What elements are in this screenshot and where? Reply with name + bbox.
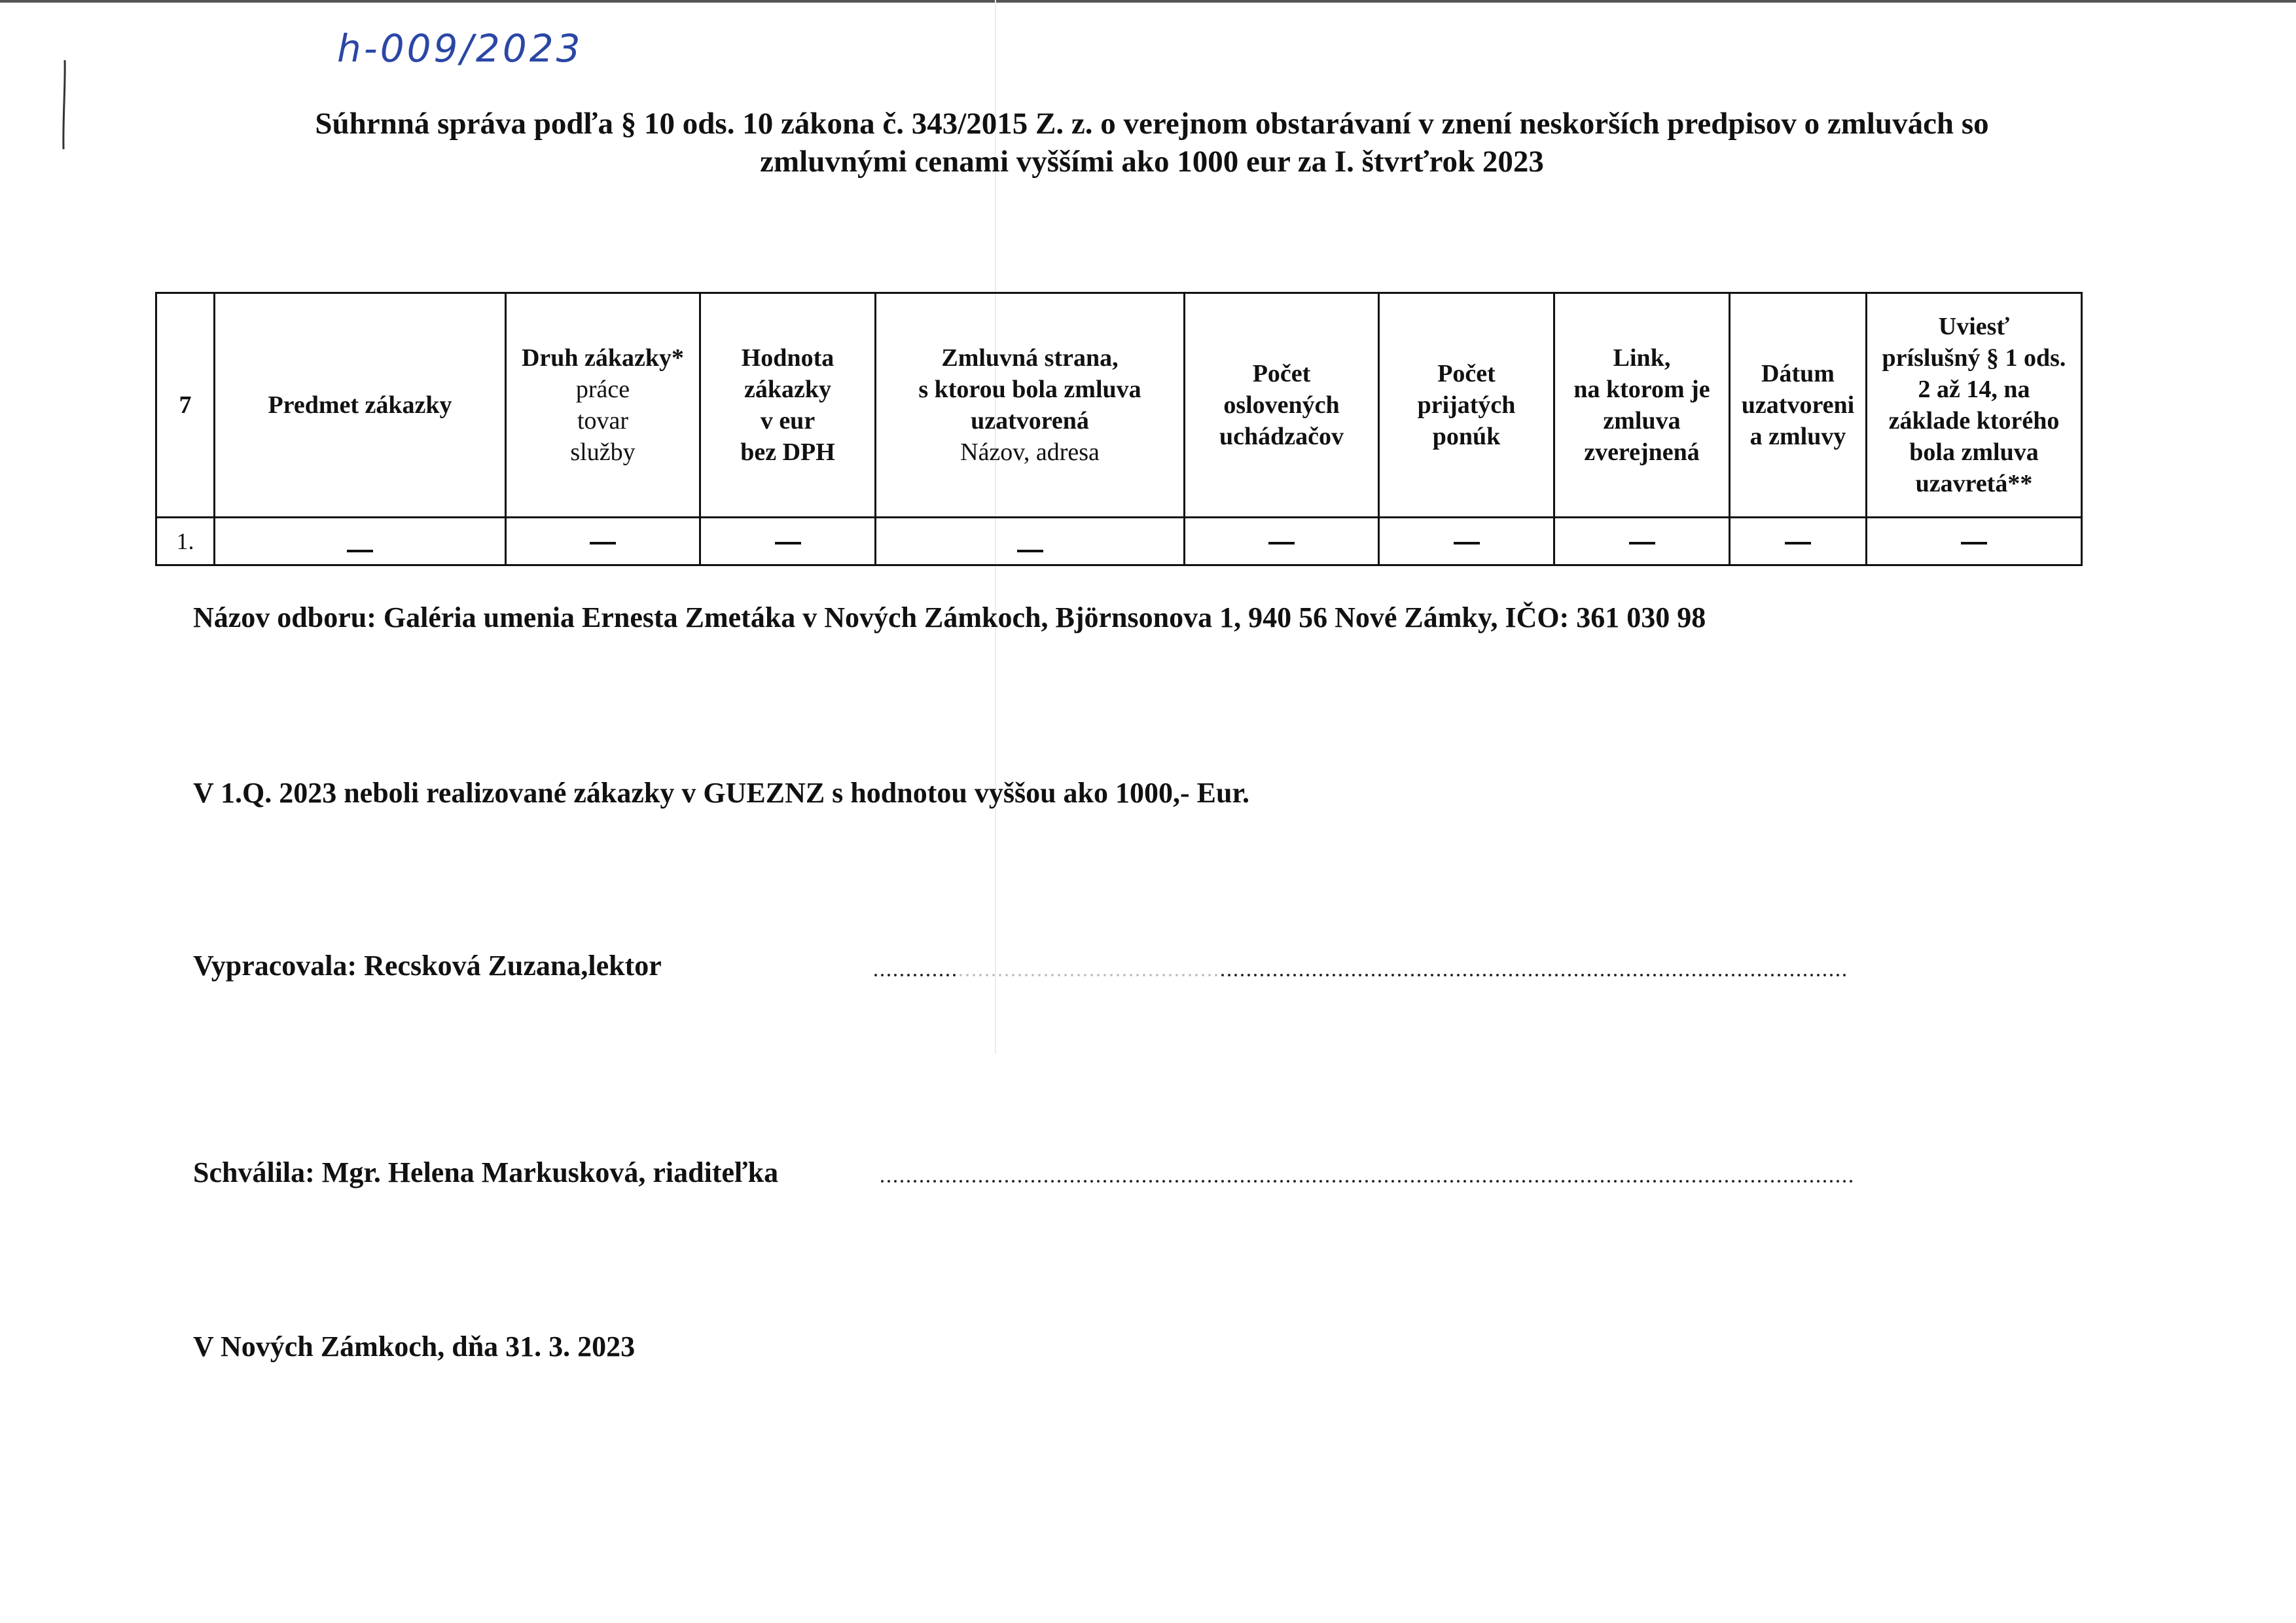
prepared-by: Vypracovala: Recsková Zuzana,lektor bbox=[193, 950, 662, 982]
handwritten-reference: h-009/2023 bbox=[337, 26, 583, 71]
dash-mark bbox=[1629, 542, 1655, 544]
cell-empty-dash bbox=[876, 518, 1185, 565]
cell-empty-dash bbox=[700, 518, 876, 565]
dash-mark bbox=[775, 542, 801, 544]
header-contractor: Zmluvná strana, s ktorou bola zmluva uzatvorená Názov, adresa bbox=[876, 293, 1185, 518]
cell-empty-dash bbox=[1867, 518, 2082, 565]
department-line: Názov odboru: Galéria umenia Ernesta Zmetáka v Nových Zámkoch, Björnsonova 1, 940 56 Nové Zámky, IČO: 361 030 98 bbox=[193, 601, 1706, 633]
dash-mark bbox=[1017, 550, 1043, 552]
approved-signature-line bbox=[879, 1179, 1854, 1183]
cell-empty-dash bbox=[1379, 518, 1554, 565]
header-number: 7 bbox=[156, 293, 215, 518]
title-line-2: zmluvnými cenami vyššími ako 1000 eur za I. štvrťrok 2023 bbox=[760, 145, 1544, 179]
place-date: V Nových Zámkoch, dňa 31. 3. 2023 bbox=[193, 1330, 636, 1363]
margin-pen-mark bbox=[62, 59, 67, 151]
header-legal-basis: Uviesť príslušný § 1 ods. 2 až 14, na základe ktorého bola zmluva uzavretá** bbox=[1867, 293, 2082, 518]
dash-mark bbox=[1454, 542, 1480, 544]
approved-by: Schválila: Mgr. Helena Markusková, riaditeľka bbox=[193, 1156, 779, 1188]
title-line-1: Súhrnná správa podľa § 10 ods. 10 zákona č. 343/2015 Z. z. o verejnom obstarávaní v znení neskorších predpisov o zmluvách so bbox=[315, 107, 1989, 141]
header-subject: Predmet zákazky bbox=[215, 293, 506, 518]
scan-edge bbox=[0, 0, 2296, 3]
header-contacted-count: Počet oslovených uchádzačov bbox=[1185, 293, 1379, 518]
header-date: Dátum uzatvoreni a zmluvy bbox=[1730, 293, 1867, 518]
dash-mark bbox=[1785, 542, 1811, 544]
cell-empty-dash bbox=[1730, 518, 1867, 565]
table-row bbox=[156, 518, 2082, 565]
prepared-signature-line-faint bbox=[958, 973, 1219, 977]
header-link: Link, na ktorom je zmluva zverejnená bbox=[1554, 293, 1730, 518]
cell-empty-dash bbox=[1185, 518, 1379, 565]
prepared-signature-line-end bbox=[1219, 973, 1848, 977]
cell-empty-dash bbox=[1554, 518, 1730, 565]
cell-empty-dash bbox=[215, 518, 506, 565]
header-type: Druh zákazky* práce tovar služby bbox=[506, 293, 700, 518]
contracts-table bbox=[155, 292, 2083, 566]
dash-mark bbox=[590, 542, 616, 544]
table-header-row bbox=[156, 293, 2082, 518]
dash-mark bbox=[1268, 542, 1295, 544]
cell-empty-dash bbox=[506, 518, 700, 565]
prepared-signature-line bbox=[872, 973, 958, 977]
header-value: Hodnota zákazky v eur bez DPH bbox=[700, 293, 876, 518]
dash-mark bbox=[347, 550, 373, 552]
header-offers-count: Počet prijatých ponúk bbox=[1379, 293, 1554, 518]
statement-text: V 1.Q. 2023 neboli realizované zákazky v GUEZNZ s hodnotou vyššou ako 1000,- Eur. bbox=[193, 777, 1249, 809]
document-title bbox=[196, 105, 2108, 181]
row-number: 1. bbox=[156, 518, 215, 565]
dash-mark bbox=[1961, 542, 1987, 544]
